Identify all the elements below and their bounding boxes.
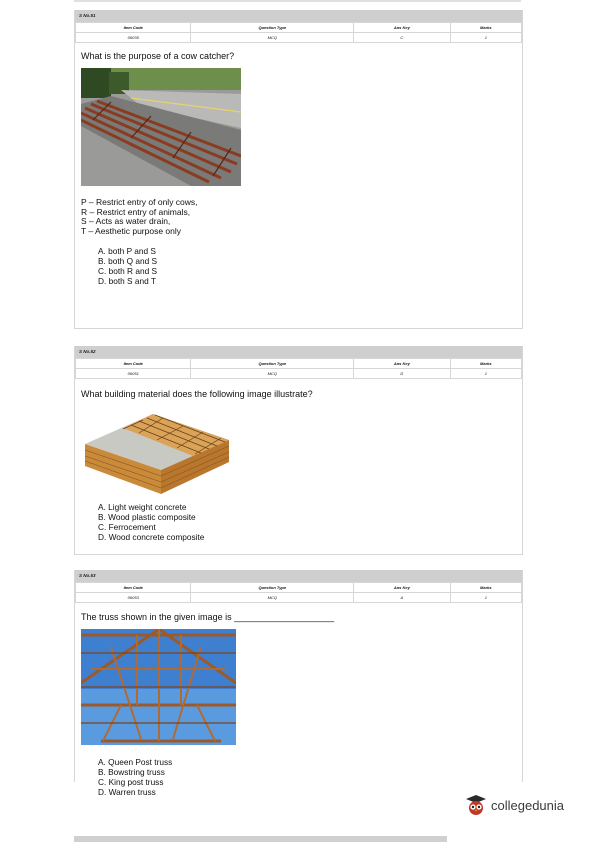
question-type-value: MCQ bbox=[191, 369, 354, 379]
question-type-value: MCQ bbox=[191, 33, 354, 43]
statement-r: R – Restrict entry of animals, bbox=[81, 206, 191, 217]
item-code-value: 06051 bbox=[76, 369, 191, 379]
col-ans-key: Ans Key bbox=[354, 23, 451, 33]
marks-value: 1 bbox=[450, 369, 521, 379]
option-a[interactable]: A. Light weight concrete bbox=[98, 502, 187, 512]
serial-number: S No.52 bbox=[75, 346, 522, 358]
statement-t: T – Aesthetic purpose only bbox=[81, 225, 182, 236]
option-d[interactable]: D. Wood concrete composite bbox=[98, 532, 205, 542]
col-item-code: Item Code bbox=[76, 23, 191, 33]
marks-value: 1 bbox=[450, 593, 521, 603]
statement-list bbox=[81, 198, 522, 236]
meta-table bbox=[75, 582, 522, 603]
option-b[interactable]: B. both Q and S bbox=[98, 256, 158, 266]
collegedunia-logo[interactable] bbox=[465, 794, 564, 816]
meta-table bbox=[75, 358, 522, 379]
option-b[interactable]: B. Bowstring truss bbox=[98, 767, 165, 777]
option-c[interactable]: C. both R and S bbox=[98, 266, 158, 276]
graduate-owl-icon bbox=[465, 794, 487, 816]
option-b[interactable]: B. Wood plastic composite bbox=[98, 512, 196, 522]
question-block-53 bbox=[74, 570, 523, 797]
question-text: What is the purpose of a cow catcher? bbox=[81, 51, 235, 61]
option-list bbox=[98, 246, 522, 286]
col-question-type: Question Type bbox=[191, 583, 354, 593]
col-item-code: Item Code bbox=[76, 359, 191, 369]
col-marks: Marks bbox=[450, 583, 521, 593]
ans-key-value: D bbox=[354, 369, 451, 379]
question-type-value: MCQ bbox=[191, 593, 354, 603]
statement-p: P – Restrict entry of only cows, bbox=[81, 197, 198, 207]
question-block-51 bbox=[74, 10, 523, 329]
composite-slab-image bbox=[83, 406, 233, 496]
col-marks: Marks bbox=[450, 23, 521, 33]
ans-key-value: A bbox=[354, 593, 451, 603]
option-list bbox=[98, 502, 522, 542]
col-question-type: Question Type bbox=[191, 23, 354, 33]
col-ans-key: Ans Key bbox=[354, 583, 451, 593]
statement-s: S – Acts as water drain, bbox=[81, 216, 171, 226]
question-block-52 bbox=[74, 346, 523, 555]
serial-number: S No.51 bbox=[75, 10, 522, 22]
ans-key-value: C bbox=[354, 33, 451, 43]
option-a[interactable]: A. both P and S bbox=[98, 246, 156, 256]
option-a[interactable]: A. Queen Post truss bbox=[98, 757, 173, 767]
cow-catcher-image bbox=[81, 68, 241, 186]
footer-bar bbox=[74, 836, 447, 842]
marks-value: 1 bbox=[450, 33, 521, 43]
col-ans-key: Ans Key bbox=[354, 359, 451, 369]
top-rule bbox=[74, 0, 521, 2]
option-list bbox=[98, 757, 522, 797]
option-d[interactable]: D. both S and T bbox=[98, 276, 156, 286]
col-question-type: Question Type bbox=[191, 359, 354, 369]
col-marks: Marks bbox=[450, 359, 521, 369]
serial-number: S No.53 bbox=[75, 570, 522, 582]
truss-image bbox=[81, 629, 236, 745]
meta-table bbox=[75, 22, 522, 43]
question-text: The truss shown in the given image is ____________________ bbox=[81, 612, 335, 622]
col-item-code: Item Code bbox=[76, 583, 191, 593]
option-c[interactable]: C. King post truss bbox=[98, 777, 164, 787]
option-d[interactable]: D. Warren truss bbox=[98, 787, 156, 797]
item-code-value: 06053 bbox=[76, 593, 191, 603]
brand-name: collegedunia bbox=[491, 797, 565, 813]
option-c[interactable]: C. Ferrocement bbox=[98, 522, 156, 532]
item-code-value: 06035 bbox=[76, 33, 191, 43]
question-text: What building material does the following image illustrate? bbox=[81, 389, 313, 399]
